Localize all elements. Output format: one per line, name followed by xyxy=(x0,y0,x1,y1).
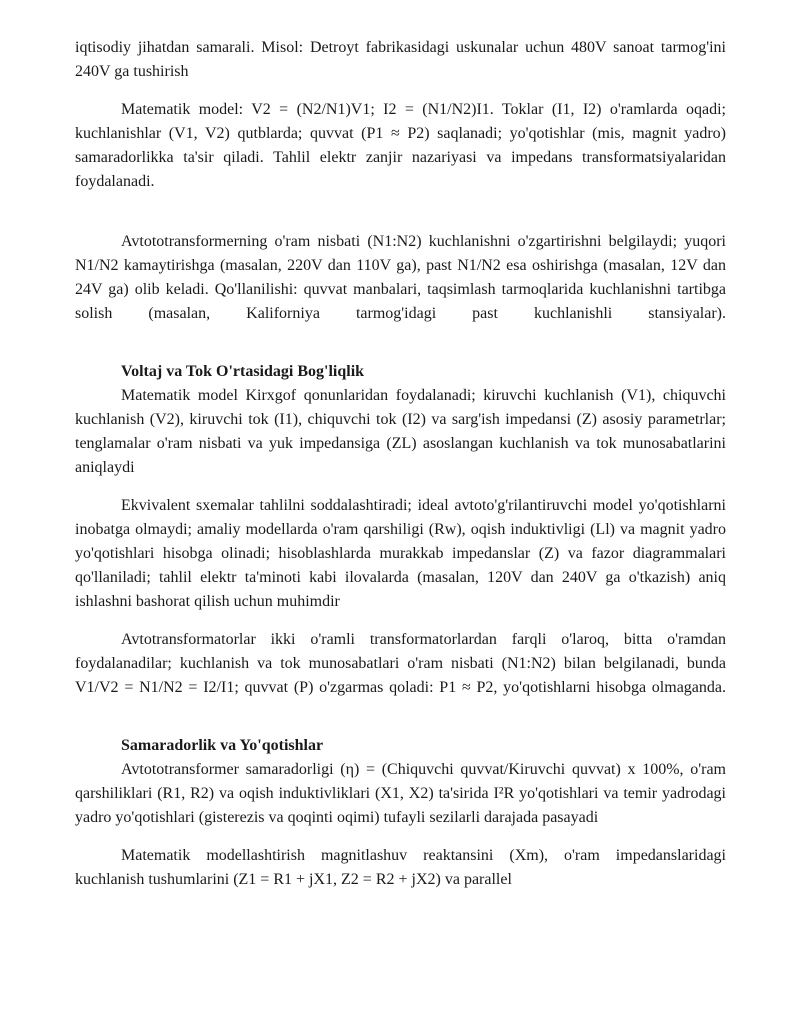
document-page xyxy=(75,36,726,892)
paragraph-continuation: iqtisodiy jihatdan samarali. Misol: Detroyt fabrikasidagi uskunalar uchun 480V sanoat tarmog'ini 240V ga tushirish xyxy=(75,39,726,80)
paragraph-mathematical-model: Matematik model: V2 = (N2/N1)V1; I2 = (N1/N2)I1. Toklar (I1, I2) o'ramlarda oqadi; kuchlanishlar (V1, V2) qutblarda; quvvat (P1 ≈ P2) saqlanadi; yo'qotishlar (mis, magnit yadro) samaradorlikka ta'sir qiladi. Tahlil elektr zanjir nazariyasi va impedans transformatsiyalaridan foydalanadi. xyxy=(75,101,726,190)
section-heading-efficiency-losses: Samaradorlik va Yo'qotishlar xyxy=(121,737,324,754)
paragraph-autotransformer-relations: Avtotransformatorlar ikki o'ramli transformatorlardan farqli o'laroq, bitta o'ramdan foydalanadilar; kuchlanish va tok munosabatlari o'ram nisbati (N1:N2) bilan belgilanadi, bunda V1/V2 = N1/N2 = I2/I1; quvvat (P) o'zgarmas qoladi: P1 ≈ P2, yo'qotishlarni hisobga olmaganda. xyxy=(75,631,726,696)
section-heading-voltage-current: Voltaj va Tok O'rtasidagi Bog'liqlik xyxy=(121,363,365,380)
paragraph-equivalent-circuits: Ekvivalent sxemalar tahlilni soddalashtiradi; ideal avtoto'g'rilantiruvchi model yo'qotishlarni inobatga olmaydi; amaliy modellarda o'ram qarshiligi (Rw), oqish induktivligi (Ll) va magnit yadro yo'qotishlari hisobga olinadi; hisoblashlarda murakkab impedanslar (Z) va fazor diagrammalari qo'llaniladi; tahlil elektr ta'minoti kabi ilovalarda (masalan, 120V dan 240V ga o'tkazish) aniq ishlashni bashorat qilish uchun muhimdir xyxy=(75,497,726,610)
paragraph-turns-ratio: Avtototransformerning o'ram nisbati (N1:N2) kuchlanishni o'zgartirishni belgilaydi; yuqori N1/N2 kamaytirishga (masalan, 220V dan 110V ga), past N1/N2 esa oshirishga (masalan, 12V dan 24V ga) olib keladi. Qo'llanilishi: quvvat manbalari, taqsimlash tarmoqlarida kuchlanishni tartibga solish (masalan, Kaliforniya tarmog'idagi past kuchlanishli stansiyalar). xyxy=(75,233,726,322)
paragraph-kirchhoff-model: Matematik model Kirxgof qonunlaridan foydalanadi; kiruvchi kuchlanish (V1), chiquvchi kuchlanish (V2), kiruvchi tok (I1), chiquvchi tok (I2) va sarg'ish impedansi (Z) asosiy parametrlar; tenglamalar o'ram nisbati va yuk impedansiga (ZL) asoslangan kuchlanish va tok munosabatlarini aniqlaydi xyxy=(75,387,726,476)
paragraph-efficiency: Avtototransformer samaradorligi (η) = (Chiquvchi quvvat/Kiruvchi quvvat) x 100%, o'ram qarshiliklari (R1, R2) va oqish induktivliklari (X1, X2) ta'sirida I²R yo'qotishlari va temir yadrodagi yadro yo'qotishlari (gisterezis va qoqinti oqimi) tufayli sezilarli darajada pasayadi xyxy=(75,761,726,826)
paragraph-magnetization-modeling: Matematik modellashtirish magnitlashuv reaktansini (Xm), o'ram impedanslaridagi kuchlanish tushumlarini (Z1 = R1 + jX1, Z2 = R2 + jX2) va parallel xyxy=(75,847,726,888)
